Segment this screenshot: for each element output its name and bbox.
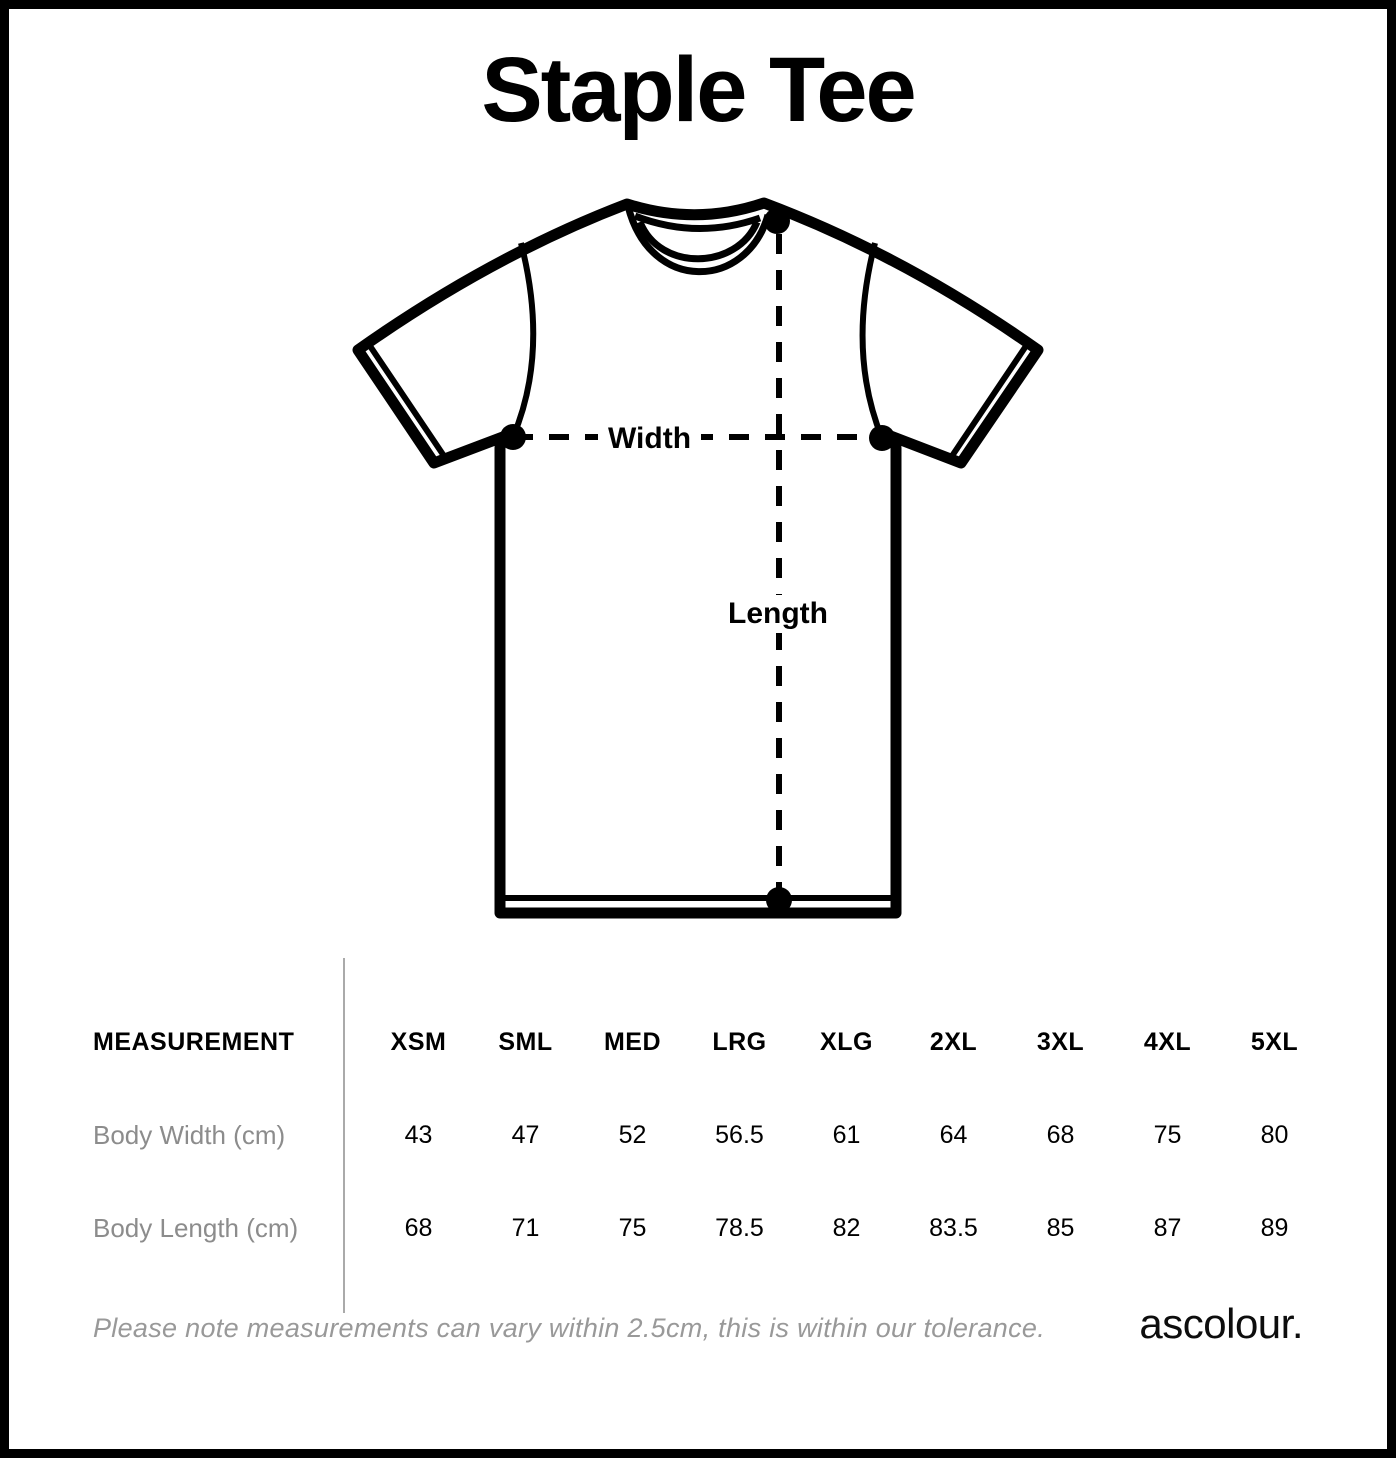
size-header-med: MED	[603, 1028, 662, 1056]
value-0-2xl: 64	[939, 1121, 968, 1149]
value-0-4xl: 75	[1153, 1121, 1182, 1149]
page-title: Staple Tee	[481, 39, 915, 141]
tolerance-note: Please note measurements can vary within 2.5cm, this is within our tolerance.	[93, 1313, 1046, 1343]
size-header-sml: SML	[498, 1028, 553, 1056]
brand-logo: ascolour.	[1139, 1300, 1303, 1347]
size-header-xsm: XSM	[390, 1028, 447, 1056]
value-0-med: 52	[618, 1121, 647, 1149]
size-header-4xl: 4XL	[1143, 1028, 1192, 1056]
value-1-4xl: 87	[1153, 1214, 1182, 1242]
shoulder-neck-dot	[764, 208, 790, 234]
tee-diagram	[330, 175, 1050, 920]
size-header-xlg: XLG	[820, 1028, 873, 1056]
right-underarm-dot	[869, 425, 895, 451]
value-0-lrg: 56.5	[715, 1121, 764, 1149]
size-header-5xl: 5XL	[1250, 1028, 1299, 1056]
size-header-lrg: LRG	[712, 1028, 767, 1056]
value-1-sml: 71	[511, 1214, 540, 1242]
width-measure-label: Width	[598, 420, 701, 458]
size-header-2xl: 2XL	[929, 1028, 978, 1056]
value-0-sml: 47	[511, 1121, 540, 1149]
measurement-header: MEASUREMENT	[93, 1028, 295, 1056]
tee-outline	[358, 203, 1038, 913]
row-label-0: Body Width (cm)	[93, 1120, 286, 1150]
value-1-3xl: 85	[1046, 1214, 1075, 1242]
bottom-hem-dot	[766, 887, 792, 913]
value-1-2xl: 83.5	[929, 1214, 978, 1242]
value-1-xsm: 68	[404, 1214, 433, 1242]
value-0-3xl: 68	[1046, 1121, 1075, 1149]
value-1-med: 75	[618, 1214, 647, 1242]
value-1-xlg: 82	[832, 1214, 861, 1242]
left-underarm-dot	[500, 424, 526, 450]
row-label-1: Body Length (cm)	[93, 1213, 299, 1243]
value-0-5xl: 80	[1260, 1121, 1289, 1149]
value-1-5xl: 89	[1260, 1214, 1289, 1242]
size-table	[60, 996, 1328, 1275]
size-header-3xl: 3XL	[1036, 1028, 1085, 1056]
value-0-xlg: 61	[832, 1121, 861, 1149]
value-1-lrg: 78.5	[715, 1214, 764, 1242]
length-measure-label: Length	[718, 595, 838, 633]
value-0-xsm: 43	[404, 1121, 433, 1149]
